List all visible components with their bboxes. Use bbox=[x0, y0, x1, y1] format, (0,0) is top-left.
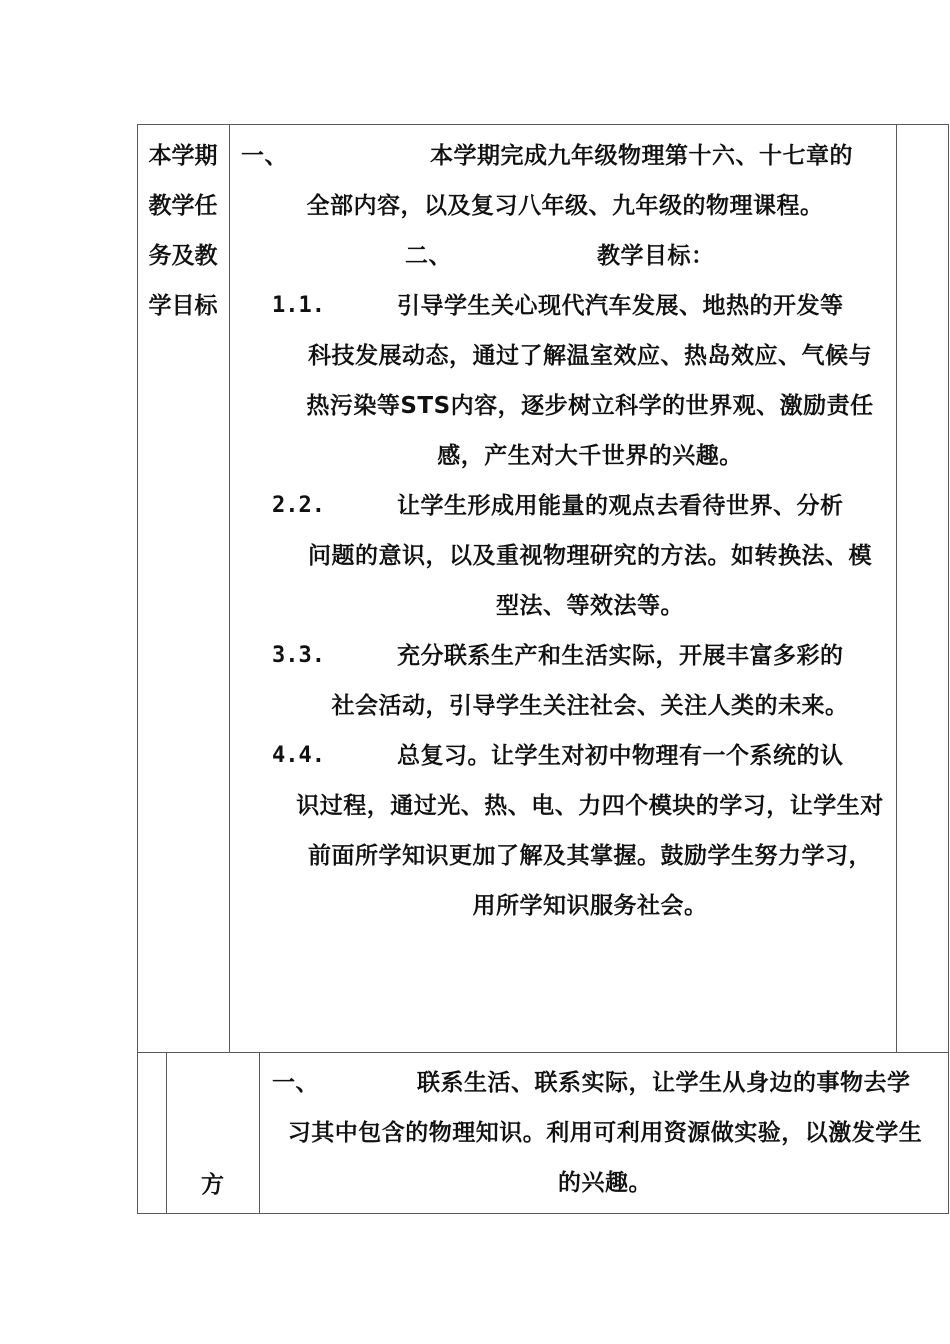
heading2-marker: 二、 bbox=[405, 243, 452, 269]
item-line: 感，产生对大千世界的兴趣。 bbox=[437, 443, 743, 469]
item-number: 3.3. bbox=[272, 643, 325, 668]
table-border-top bbox=[137, 124, 949, 125]
item-number: 4.4. bbox=[272, 743, 325, 768]
item-line: 总复习。让学生对初中物理有一个系统的认 bbox=[397, 743, 844, 769]
label-line: 务及教 bbox=[148, 243, 218, 269]
table-border-bottom bbox=[137, 1213, 949, 1214]
item-line: 让学生形成用能量的观点去看待世界、分析 bbox=[397, 493, 844, 519]
item-line: 热污染等STS内容，逐步树立科学的世界观、激励责任 bbox=[306, 393, 874, 419]
table-border-right bbox=[948, 124, 949, 1214]
heading1-line: 本学期完成九年级物理第十六、十七章的 bbox=[430, 143, 853, 169]
label-line: 本学期 bbox=[148, 143, 218, 169]
item-line: 科技发展动态，通过了解温室效应、热岛效应、气候与 bbox=[308, 343, 872, 369]
item-line: 前面所学知识更加了解及其掌握。鼓励学生努力学习， bbox=[308, 843, 872, 869]
item-line: 型法、等效法等。 bbox=[496, 593, 684, 619]
section2-divider-a bbox=[166, 1052, 167, 1213]
item-line: 识过程，通过光、热、电、力四个模块的学习，让学生对 bbox=[296, 793, 884, 819]
item-line: 社会活动，引导学生关注社会、关注人类的未来。 bbox=[331, 693, 849, 719]
section1-right-divider bbox=[896, 124, 897, 1052]
section2-line: 习其中包含的物理知识。利用可利用资源做实验，以激发学生 bbox=[287, 1120, 923, 1146]
section2-line: 联系生活、联系实际，让学生从身边的事物去学 bbox=[417, 1070, 911, 1096]
item-line: 引导学生关心现代汽车发展、地热的开发等 bbox=[397, 293, 844, 319]
section2-line: 的兴趣。 bbox=[558, 1170, 652, 1196]
heading2-text: 教学目标： bbox=[597, 243, 715, 269]
label-line: 学目标 bbox=[148, 293, 218, 319]
heading1-line: 全部内容，以及复习八年级、九年级的物理课程。 bbox=[306, 193, 824, 219]
label-line: 教学任 bbox=[148, 193, 218, 219]
item-line: 用所学知识服务社会。 bbox=[472, 893, 708, 919]
item-number: 2.2. bbox=[272, 493, 325, 518]
heading1-marker: 一、 bbox=[241, 143, 288, 169]
item-line: 问题的意识，以及重视物理研究的方法。如转换法、模 bbox=[308, 543, 872, 569]
section2-marker: 一、 bbox=[272, 1070, 319, 1096]
item-number: 1.1. bbox=[272, 293, 325, 318]
section2-label: 方 bbox=[201, 1172, 225, 1198]
section2-divider-b bbox=[259, 1052, 260, 1213]
section1-label-divider bbox=[229, 124, 230, 1052]
item-line: 充分联系生产和生活实际，开展丰富多彩的 bbox=[397, 643, 844, 669]
